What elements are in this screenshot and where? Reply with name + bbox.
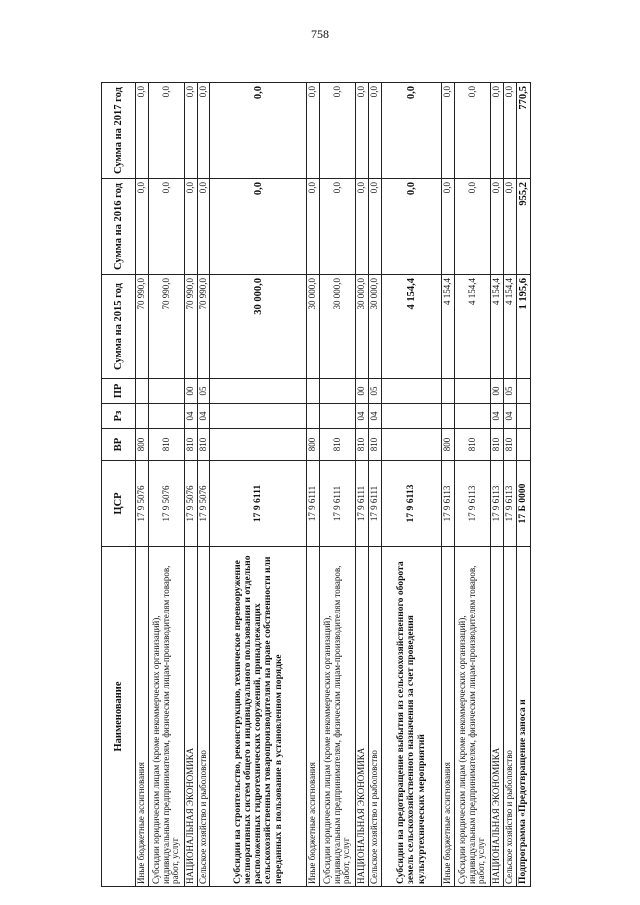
cell-sum-2016: 0,0 <box>381 179 442 275</box>
header-name: Наименование <box>102 547 136 887</box>
cell-rz: 04 <box>356 404 369 429</box>
cell-name: Субсидии юридическим лицам (кроме некоммерческих организаций), индивидуальным предпринимателям, физическим лицам-производителям товаров, работ, услуг <box>455 547 491 887</box>
header-sum-2015: Сумма на 2015 год <box>102 275 136 379</box>
cell-sum-2016: 0,0 <box>136 179 149 275</box>
cell-sum-2016: 0,0 <box>148 179 184 275</box>
cell-pr <box>307 379 320 404</box>
cell-vr: 810 <box>368 429 381 461</box>
cell-vr: 810 <box>455 429 491 461</box>
cell-sum-2017: 0,0 <box>491 83 504 179</box>
cell-name: Субсидии на предотвращение выбытия из сельскохозяйственного оборота земель сельскохозяйственного назначения за счет проведения культуртехнических мероприятий <box>381 547 442 887</box>
table-row <box>442 83 455 887</box>
cell-vr: 810 <box>319 429 355 461</box>
cell-sum-2017: 0,0 <box>368 83 381 179</box>
cell-vr: 800 <box>307 429 320 461</box>
header-vr: ВР <box>102 429 136 461</box>
cell-sum-2015: 1 195,6 <box>516 275 530 379</box>
cell-rz <box>307 404 320 429</box>
cell-csr: 17 9 6113 <box>503 461 516 547</box>
cell-rz <box>455 404 491 429</box>
cell-rz: 04 <box>491 404 504 429</box>
cell-csr: 17 9 5076 <box>184 461 197 547</box>
cell-vr: 810 <box>503 429 516 461</box>
table-header-row <box>102 83 136 887</box>
cell-name: НАЦИОНАЛЬНАЯ ЭКОНОМИКА <box>491 547 504 887</box>
cell-sum-2017: 0,0 <box>148 83 184 179</box>
cell-rz <box>136 404 149 429</box>
table-row <box>319 83 355 887</box>
table-row <box>148 83 184 887</box>
cell-sum-2015: 70 990,0 <box>148 275 184 379</box>
cell-sum-2017: 0,0 <box>455 83 491 179</box>
cell-sum-2016: 955,2 <box>516 179 530 275</box>
cell-sum-2016: 0,0 <box>442 179 455 275</box>
table-row <box>136 83 149 887</box>
cell-rz <box>210 404 307 429</box>
cell-sum-2017: 0,0 <box>197 83 210 179</box>
cell-pr <box>210 379 307 404</box>
cell-name: Субсидии юридическим лицам (кроме некоммерческих организаций), индивидуальным предпринимателям, физическим лицам-производителям товаров, работ, услуг <box>319 547 355 887</box>
cell-sum-2015: 4 154,4 <box>491 275 504 379</box>
cell-csr: 17 9 6111 <box>368 461 381 547</box>
cell-sum-2016: 0,0 <box>184 179 197 275</box>
cell-sum-2017: 0,0 <box>136 83 149 179</box>
cell-name: Иные бюджетные ассигнования <box>136 547 149 887</box>
cell-sum-2016: 0,0 <box>197 179 210 275</box>
budget-table <box>101 82 531 887</box>
cell-pr: 05 <box>503 379 516 404</box>
cell-pr <box>442 379 455 404</box>
cell-sum-2017: 0,0 <box>503 83 516 179</box>
cell-pr: 00 <box>356 379 369 404</box>
cell-sum-2015: 70 990,0 <box>136 275 149 379</box>
cell-vr <box>381 429 442 461</box>
cell-csr: 17 9 5076 <box>197 461 210 547</box>
cell-name: НАЦИОНАЛЬНАЯ ЭКОНОМИКА <box>356 547 369 887</box>
cell-sum-2016: 0,0 <box>368 179 381 275</box>
cell-csr: 17 9 6113 <box>442 461 455 547</box>
cell-sum-2015: 4 154,4 <box>455 275 491 379</box>
cell-vr: 810 <box>491 429 504 461</box>
cell-pr <box>455 379 491 404</box>
header-csr: ЦСР <box>102 461 136 547</box>
cell-rz <box>148 404 184 429</box>
cell-sum-2015: 30 000,0 <box>368 275 381 379</box>
cell-csr: 17 9 6113 <box>381 461 442 547</box>
cell-pr <box>381 379 442 404</box>
cell-name: Подпрограмма «Предотвращение заноса и <box>516 547 530 887</box>
cell-sum-2016: 0,0 <box>455 179 491 275</box>
table-row <box>307 83 320 887</box>
table-row <box>516 83 530 887</box>
cell-vr: 810 <box>184 429 197 461</box>
cell-vr: 800 <box>442 429 455 461</box>
table-row <box>368 83 381 887</box>
table-row <box>356 83 369 887</box>
cell-sum-2015: 30 000,0 <box>210 275 307 379</box>
cell-sum-2015: 70 990,0 <box>184 275 197 379</box>
cell-rz <box>516 404 530 429</box>
cell-vr: 800 <box>136 429 149 461</box>
cell-rz: 04 <box>503 404 516 429</box>
cell-sum-2015: 30 000,0 <box>307 275 320 379</box>
cell-name: Иные бюджетные ассигнования <box>442 547 455 887</box>
cell-rz: 04 <box>368 404 381 429</box>
header-sum-2017: Сумма на 2017 год <box>102 83 136 179</box>
cell-rz <box>442 404 455 429</box>
cell-sum-2017: 0,0 <box>356 83 369 179</box>
cell-vr <box>210 429 307 461</box>
cell-pr: 05 <box>368 379 381 404</box>
cell-sum-2016: 0,0 <box>491 179 504 275</box>
cell-pr <box>516 379 530 404</box>
cell-sum-2017: 0,0 <box>210 83 307 179</box>
cell-rz: 04 <box>184 404 197 429</box>
table-row <box>491 83 504 887</box>
cell-pr: 00 <box>184 379 197 404</box>
table-row <box>503 83 516 887</box>
table-row <box>210 83 307 887</box>
header-pr: ПР <box>102 379 136 404</box>
cell-csr: 17 9 6113 <box>491 461 504 547</box>
cell-csr: 17 9 6111 <box>356 461 369 547</box>
cell-csr: 17 9 6113 <box>455 461 491 547</box>
cell-csr: 17 9 5076 <box>136 461 149 547</box>
table-row <box>197 83 210 887</box>
header-sum-2016: Сумма на 2016 год <box>102 179 136 275</box>
cell-sum-2017: 0,0 <box>381 83 442 179</box>
header-rz: Рз <box>102 404 136 429</box>
cell-sum-2016: 0,0 <box>356 179 369 275</box>
cell-sum-2017: 0,0 <box>307 83 320 179</box>
table-row <box>381 83 442 887</box>
cell-pr: 05 <box>197 379 210 404</box>
cell-pr <box>319 379 355 404</box>
cell-sum-2016: 0,0 <box>503 179 516 275</box>
cell-csr: 17 Б 0000 <box>516 461 530 547</box>
cell-name: Сельское хозяйство и рыболовство <box>197 547 210 887</box>
cell-csr: 17 9 6111 <box>210 461 307 547</box>
cell-sum-2016: 0,0 <box>307 179 320 275</box>
cell-sum-2016: 0,0 <box>210 179 307 275</box>
cell-vr: 810 <box>197 429 210 461</box>
cell-name: Иные бюджетные ассигнования <box>307 547 320 887</box>
cell-pr <box>148 379 184 404</box>
cell-sum-2015: 4 154,4 <box>381 275 442 379</box>
cell-name: НАЦИОНАЛЬНАЯ ЭКОНОМИКА <box>184 547 197 887</box>
cell-sum-2017: 0,0 <box>442 83 455 179</box>
cell-name: Субсидии юридическим лицам (кроме некоммерческих организаций), индивидуальным предпринимателям, физическим лицам-производителям товаров, работ, услуг <box>148 547 184 887</box>
cell-pr <box>136 379 149 404</box>
cell-sum-2017: 0,0 <box>319 83 355 179</box>
cell-vr: 810 <box>148 429 184 461</box>
cell-sum-2015: 4 154,4 <box>503 275 516 379</box>
cell-sum-2015: 4 154,4 <box>442 275 455 379</box>
cell-name: Субсидии на строительство, реконструкцию, техническое перевооружение мелиоративных систем общего и индивидуального пользования и отдельно расположенных гидротехнических сооружений, принадлежащих сельскохозяйственным товаропроизводителям на праве собственности или переданных в пользование в установленном порядке <box>210 547 307 887</box>
page-number: 758 <box>311 27 329 41</box>
cell-pr: 00 <box>491 379 504 404</box>
cell-rz <box>381 404 442 429</box>
cell-sum-2016: 0,0 <box>319 179 355 275</box>
cell-csr: 17 9 6111 <box>319 461 355 547</box>
cell-vr <box>516 429 530 461</box>
cell-rz: 04 <box>197 404 210 429</box>
cell-sum-2017: 0,0 <box>184 83 197 179</box>
cell-csr: 17 9 5076 <box>148 461 184 547</box>
cell-sum-2015: 70 990,0 <box>197 275 210 379</box>
cell-sum-2015: 30 000,0 <box>356 275 369 379</box>
cell-rz <box>319 404 355 429</box>
cell-vr: 810 <box>356 429 369 461</box>
cell-sum-2017: 770,5 <box>516 83 530 179</box>
rotated-table-container <box>101 83 531 887</box>
cell-sum-2015: 30 000,0 <box>319 275 355 379</box>
table-row <box>184 83 197 887</box>
cell-name: Сельское хозяйство и рыболовство <box>368 547 381 887</box>
table-row <box>455 83 491 887</box>
cell-name: Сельское хозяйство и рыболовство <box>503 547 516 887</box>
cell-csr: 17 9 6111 <box>307 461 320 547</box>
